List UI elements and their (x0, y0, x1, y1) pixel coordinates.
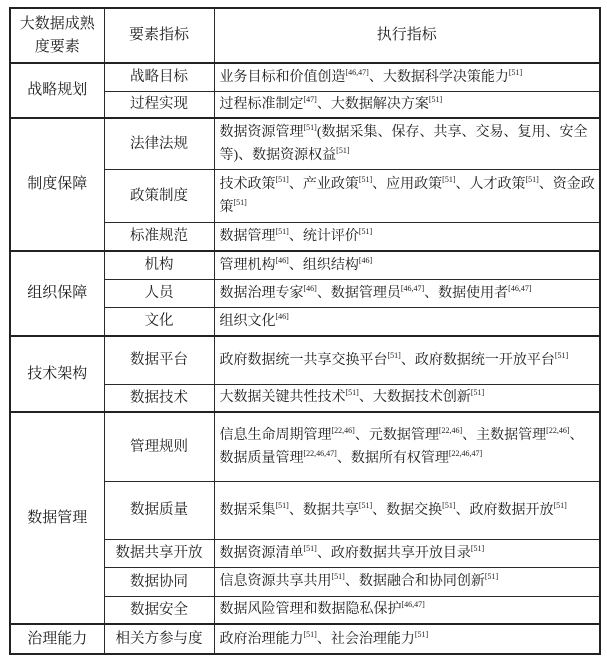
factor-cell: 技术架构 (10, 336, 104, 412)
execution-cell (214, 596, 600, 624)
citation-reference: [51] (358, 226, 373, 236)
citation-reference: [46] (303, 283, 317, 293)
factor-cell: 组织保障 (10, 251, 104, 336)
execution-item: 信息资源共享共用 (219, 574, 332, 589)
execution-item: 组织文化 (219, 313, 276, 329)
execution-item: 、大数据科学决策能力 (368, 69, 509, 85)
citation-reference: [46] (275, 311, 289, 321)
execution-item: 、大数据解决方案 (316, 96, 429, 112)
citation-reference: [46] (275, 255, 289, 265)
indicator-cell: 数据协同 (104, 567, 214, 596)
execution-item: 、数据使用者 (424, 285, 509, 301)
citation-reference: [47] (303, 94, 317, 104)
execution-item: 、数据交换 (372, 502, 443, 518)
citation-reference: [51] (470, 388, 485, 398)
indicator-cell: 数据安全 (104, 596, 214, 624)
indicator-cell: 相关方参与度 (104, 624, 214, 654)
citation-reference: [22,46,47] (448, 448, 483, 458)
indicator-cell: 数据平台 (104, 336, 214, 384)
indicator-cell: 数据技术 (104, 384, 214, 412)
table-row (10, 251, 600, 279)
maturity-table (9, 7, 601, 655)
execution-item: 数据风险管理和数据隐私保护 (219, 602, 402, 618)
indicator-cell: 标准规范 (104, 222, 214, 251)
execution-item: 、数据共享 (288, 502, 359, 518)
table-row (10, 118, 600, 169)
execution-item: 、数据融合和协同创新 (344, 574, 485, 589)
indicator-cell: 数据共享开放 (104, 539, 214, 567)
indicator-cell: 战略目标 (104, 63, 214, 91)
execution-cell (214, 539, 600, 567)
execution-item: 数据资源清单 (219, 545, 304, 561)
execution-cell (214, 222, 600, 251)
execution-cell (214, 567, 600, 596)
citation-reference: [51] (275, 174, 289, 184)
execution-cell (214, 307, 600, 336)
citation-reference: [46,47] (401, 600, 425, 610)
citation-reference: [51] (484, 572, 499, 581)
execution-item: 、政府数据共享开放目录 (316, 545, 471, 561)
execution-item: 、数据管理员 (316, 285, 401, 301)
execution-item: 政府治理能力 (219, 631, 304, 647)
execution-cell (214, 63, 600, 91)
execution-item: 、元数据管理 (354, 427, 439, 443)
execution-item: 、组织结构 (288, 257, 359, 273)
execution-item: 、政府数据开放 (455, 502, 554, 518)
execution-cell (214, 279, 600, 307)
execution-item: 业务目标和价值创造 (219, 69, 346, 85)
table-row (10, 412, 600, 481)
execution-cell (214, 624, 600, 654)
citation-reference: [22,46] (331, 425, 355, 435)
factor-cell: 战略规划 (10, 63, 104, 118)
citation-reference: [51] (358, 500, 373, 510)
citation-reference: [51] (275, 226, 289, 236)
citation-reference: [46] (358, 255, 373, 265)
execution-cell (214, 481, 600, 539)
factor-cell: 治理能力 (10, 624, 104, 654)
execution-item: 、应用政策 (372, 176, 443, 192)
execution-item: 、产业政策 (288, 176, 359, 192)
citation-reference: [46,47] (345, 67, 369, 77)
citation-reference: [51] (336, 145, 350, 155)
citation-reference: [51] (233, 197, 247, 207)
citation-reference: [51] (442, 500, 456, 510)
execution-item: 信息生命周期管理 (219, 427, 332, 443)
indicator-cell: 机构 (104, 251, 214, 279)
citation-reference: [46,47] (400, 283, 425, 293)
execution-item: 、统计评价 (288, 228, 359, 244)
citation-reference: [51] (428, 94, 443, 104)
citation-reference: [46,47] (508, 283, 532, 293)
citation-reference: [22,46] (546, 425, 570, 435)
header-factor: 大数据成熟度要素 (10, 8, 104, 63)
citation-reference: [51] (303, 122, 317, 132)
indicator-cell: 数据质量 (104, 481, 214, 539)
citation-reference: [51] (331, 572, 345, 581)
citation-reference: [51] (553, 500, 567, 510)
indicator-cell: 管理规则 (104, 412, 214, 481)
table-body (10, 63, 600, 654)
citation-reference: [51] (387, 350, 401, 360)
execution-item: 数据治理专家 (219, 285, 304, 301)
execution-item: 管理机构 (219, 257, 276, 273)
execution-item: 、大数据技术创新 (358, 390, 471, 406)
execution-item: 数据采集 (219, 502, 276, 518)
citation-reference: [51] (470, 543, 485, 553)
execution-cell (214, 118, 600, 169)
indicator-cell: 法律法规 (104, 118, 214, 169)
indicator-cell: 政策制度 (104, 169, 214, 222)
execution-item: 、政府数据统一开放平台 (400, 352, 555, 368)
execution-item: 、主数据管理 (462, 427, 547, 443)
indicator-cell: 人员 (104, 279, 214, 307)
execution-item: 技术政策 (219, 176, 276, 192)
execution-item: 、人才政策 (455, 176, 526, 192)
execution-item: 数据资源管理 (219, 124, 304, 140)
execution-item: 、资金政策 (219, 176, 595, 215)
header-row (10, 8, 600, 63)
execution-item: 政府数据统一共享交换平台 (219, 352, 388, 368)
citation-reference: [51] (414, 629, 429, 639)
execution-cell (214, 251, 600, 279)
table-row (10, 336, 600, 384)
execution-cell (214, 412, 600, 481)
execution-cell (214, 169, 600, 222)
indicator-cell: 文化 (104, 307, 214, 336)
header-indicator: 要素指标 (104, 8, 214, 63)
execution-item: (数据采集、保存、共享、交易、复用、安全等)、数据资源权益 (219, 124, 588, 163)
execution-cell (214, 336, 600, 384)
table-row (10, 63, 600, 91)
citation-reference: [22,46,47] (303, 448, 337, 458)
citation-reference: [51] (508, 67, 523, 77)
citation-reference: [51] (554, 350, 569, 360)
factor-cell: 制度保障 (10, 118, 104, 251)
execution-cell (214, 91, 600, 118)
execution-item: 、数据质量管理 (219, 427, 584, 466)
citation-reference: [51] (345, 388, 359, 398)
citation-reference: [51] (275, 500, 289, 510)
factor-cell: 数据管理 (10, 412, 104, 624)
table-row (10, 624, 600, 654)
execution-item: 数据管理 (219, 228, 276, 244)
execution-cell (214, 384, 600, 412)
citation-reference: [22,46] (438, 425, 463, 435)
execution-item: 、数据所有权管理 (336, 450, 449, 466)
citation-reference: [51] (303, 543, 317, 553)
execution-item: 过程标准制定 (219, 96, 304, 112)
citation-reference: [51] (303, 629, 317, 639)
indicator-cell: 过程实现 (104, 91, 214, 118)
citation-reference: [51] (358, 174, 373, 184)
header-execution: 执行指标 (214, 8, 600, 63)
execution-item: 、社会治理能力 (316, 631, 415, 647)
citation-reference: [51] (442, 174, 456, 184)
execution-item: 大数据关键共性技术 (219, 390, 346, 406)
table-header (10, 8, 600, 63)
citation-reference: [51] (525, 174, 539, 184)
